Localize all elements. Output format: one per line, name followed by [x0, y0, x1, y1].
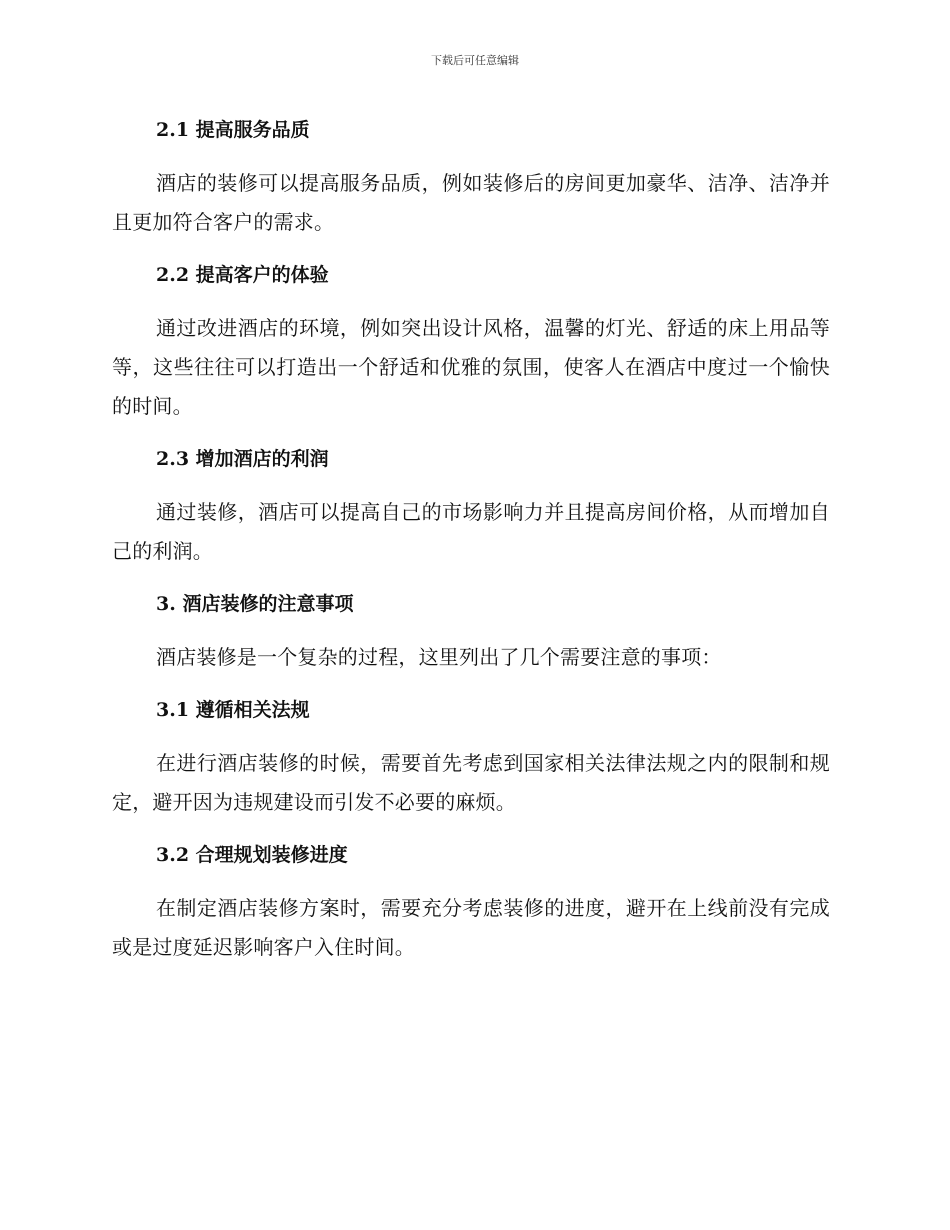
section-heading-2-2: 2.2 提高客户的体验	[156, 264, 329, 286]
section-paragraph-3: 酒店装修是一个复杂的过程，这里列出了几个需要注意的事项：	[156, 645, 722, 669]
section-paragraph-2-3: 通过装修，酒店可以提高自己的市场影响力并且提高房间价格，从而增加自己的利润。	[112, 500, 830, 563]
section-paragraph-3-2: 在制定酒店装修方案时，需要充分考虑装修的进度，避开在上线前没有完成或是过度延迟影响客户入住时间。	[112, 896, 830, 959]
section-paragraph-3-1: 在进行酒店装修的时候，需要首先考虑到国家相关法律法规之内的限制和规定，避开因为违规建设而引发不必要的麻烦。	[112, 751, 830, 814]
page-header: 下载后可任意编辑	[431, 54, 519, 67]
section-heading-2-1: 2.1 提高服务品质	[156, 119, 310, 141]
section-heading-2-3: 2.3 增加酒店的利润	[156, 448, 329, 470]
section-heading-3-2: 3.2 合理规划装修进度	[156, 844, 348, 866]
section-paragraph-2-2: 通过改进酒店的环境，例如突出设计风格，温馨的灯光、舒适的床上用品等等，这些往往可以打造出一个舒适和优雅的氛围，使客人在酒店中度过一个愉快的时间。	[112, 316, 830, 418]
section-paragraph-2-1: 酒店的装修可以提高服务品质，例如装修后的房间更加豪华、洁净、洁净并且更加符合客户的需求。	[112, 171, 830, 234]
section-heading-3-1: 3.1 遵循相关法规	[156, 699, 310, 721]
document-body	[112, 110, 830, 967]
section-heading-3: 3. 酒店装修的注意事项	[156, 593, 354, 615]
